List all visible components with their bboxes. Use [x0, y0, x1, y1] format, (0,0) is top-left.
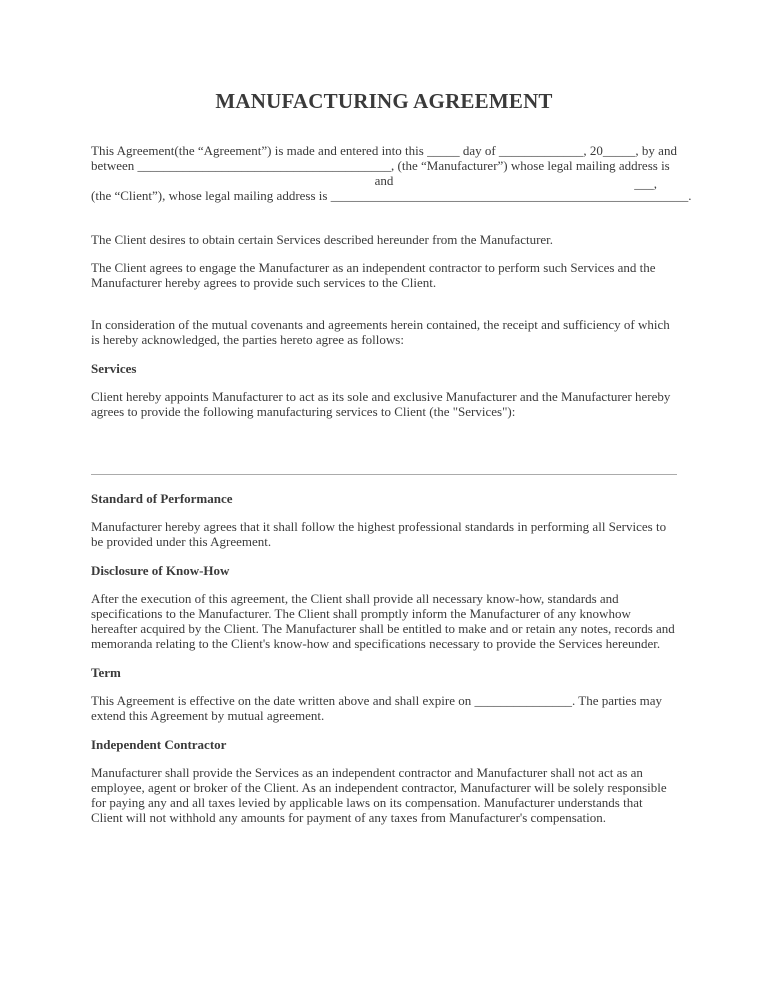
heading-standard-of-performance: Standard of Performance — [91, 491, 233, 506]
heading-services: Services — [91, 361, 137, 376]
intro-blank-line: ___, — [634, 176, 657, 191]
paragraph-term: This Agreement is effective on the date written above and shall expire on _______________. The parties may extend this Agreement by mutual agreement. — [91, 693, 663, 723]
intro-line-2: between _______________________________________, (the “Manufacturer”) whose legal mailing address is — [91, 158, 670, 173]
section-divider — [91, 474, 677, 475]
heading-independent-contractor: Independent Contractor — [91, 737, 227, 752]
heading-disclosure-of-know-how: Disclosure of Know-How — [91, 563, 230, 578]
paragraph-client-desires: The Client desires to obtain certain Services described hereunder from the Manufacturer. — [91, 232, 554, 247]
intro-line-3 — [91, 173, 677, 191]
document-content — [91, 89, 692, 825]
paragraph-consideration: In consideration of the mutual covenants and agreements herein contained, the receipt and sufficiency of which is hereby acknowledged, the parties hereto agree as follows: — [91, 317, 670, 347]
heading-term: Term — [91, 665, 121, 680]
paragraph-disclosure-of-know-how: After the execution of this agreement, the Client shall provide all necessary know-how, standards and specifications to the Manufacturer. The Client shall promptly inform the Manufacturer of any knowhow hereafter acquired by the Client. The Manufacturer shall be entitled to make and or retain any notes, records and memoranda relating to the Client's know-how and specifications necessary to provide the Services hereunder. — [91, 591, 675, 651]
intro-line-1: This Agreement(the “Agreement”) is made and entered into this _____ day of _____________, 20_____, by and — [91, 143, 677, 158]
intro-line-4: (the “Client”), whose legal mailing address is _______________________________________________________. — [91, 188, 692, 203]
document-title: MANUFACTURING AGREEMENT — [215, 89, 553, 113]
intro-and-text: and — [374, 173, 394, 188]
paragraph-independent-contractor: Manufacturer shall provide the Services as an independent contractor and Manufacturer shall not act as an employee, agent or broker of the Client. As an independent contractor, Manufacturer will be solely responsible for paying any and all taxes levied by applicable laws on its compensation. Manufacturer understands that Client will not withhold any amounts for payment of any taxes from Manufacturer's compensation. — [91, 765, 667, 825]
paragraph-client-agrees: The Client agrees to engage the Manufacturer as an independent contractor to perform such Services and the Manufacturer hereby agrees to provide such services to the Client. — [91, 260, 656, 290]
paragraph-services: Client hereby appoints Manufacturer to act as its sole and exclusive Manufacturer and the Manufacturer hereby agrees to provide the following manufacturing services to Client (the "Services"): — [91, 389, 671, 419]
paragraph-standard-of-performance: Manufacturer hereby agrees that it shall follow the highest professional standards in performing all Services to be provided under this Agreement. — [91, 519, 667, 549]
intro-paragraph — [91, 143, 692, 203]
